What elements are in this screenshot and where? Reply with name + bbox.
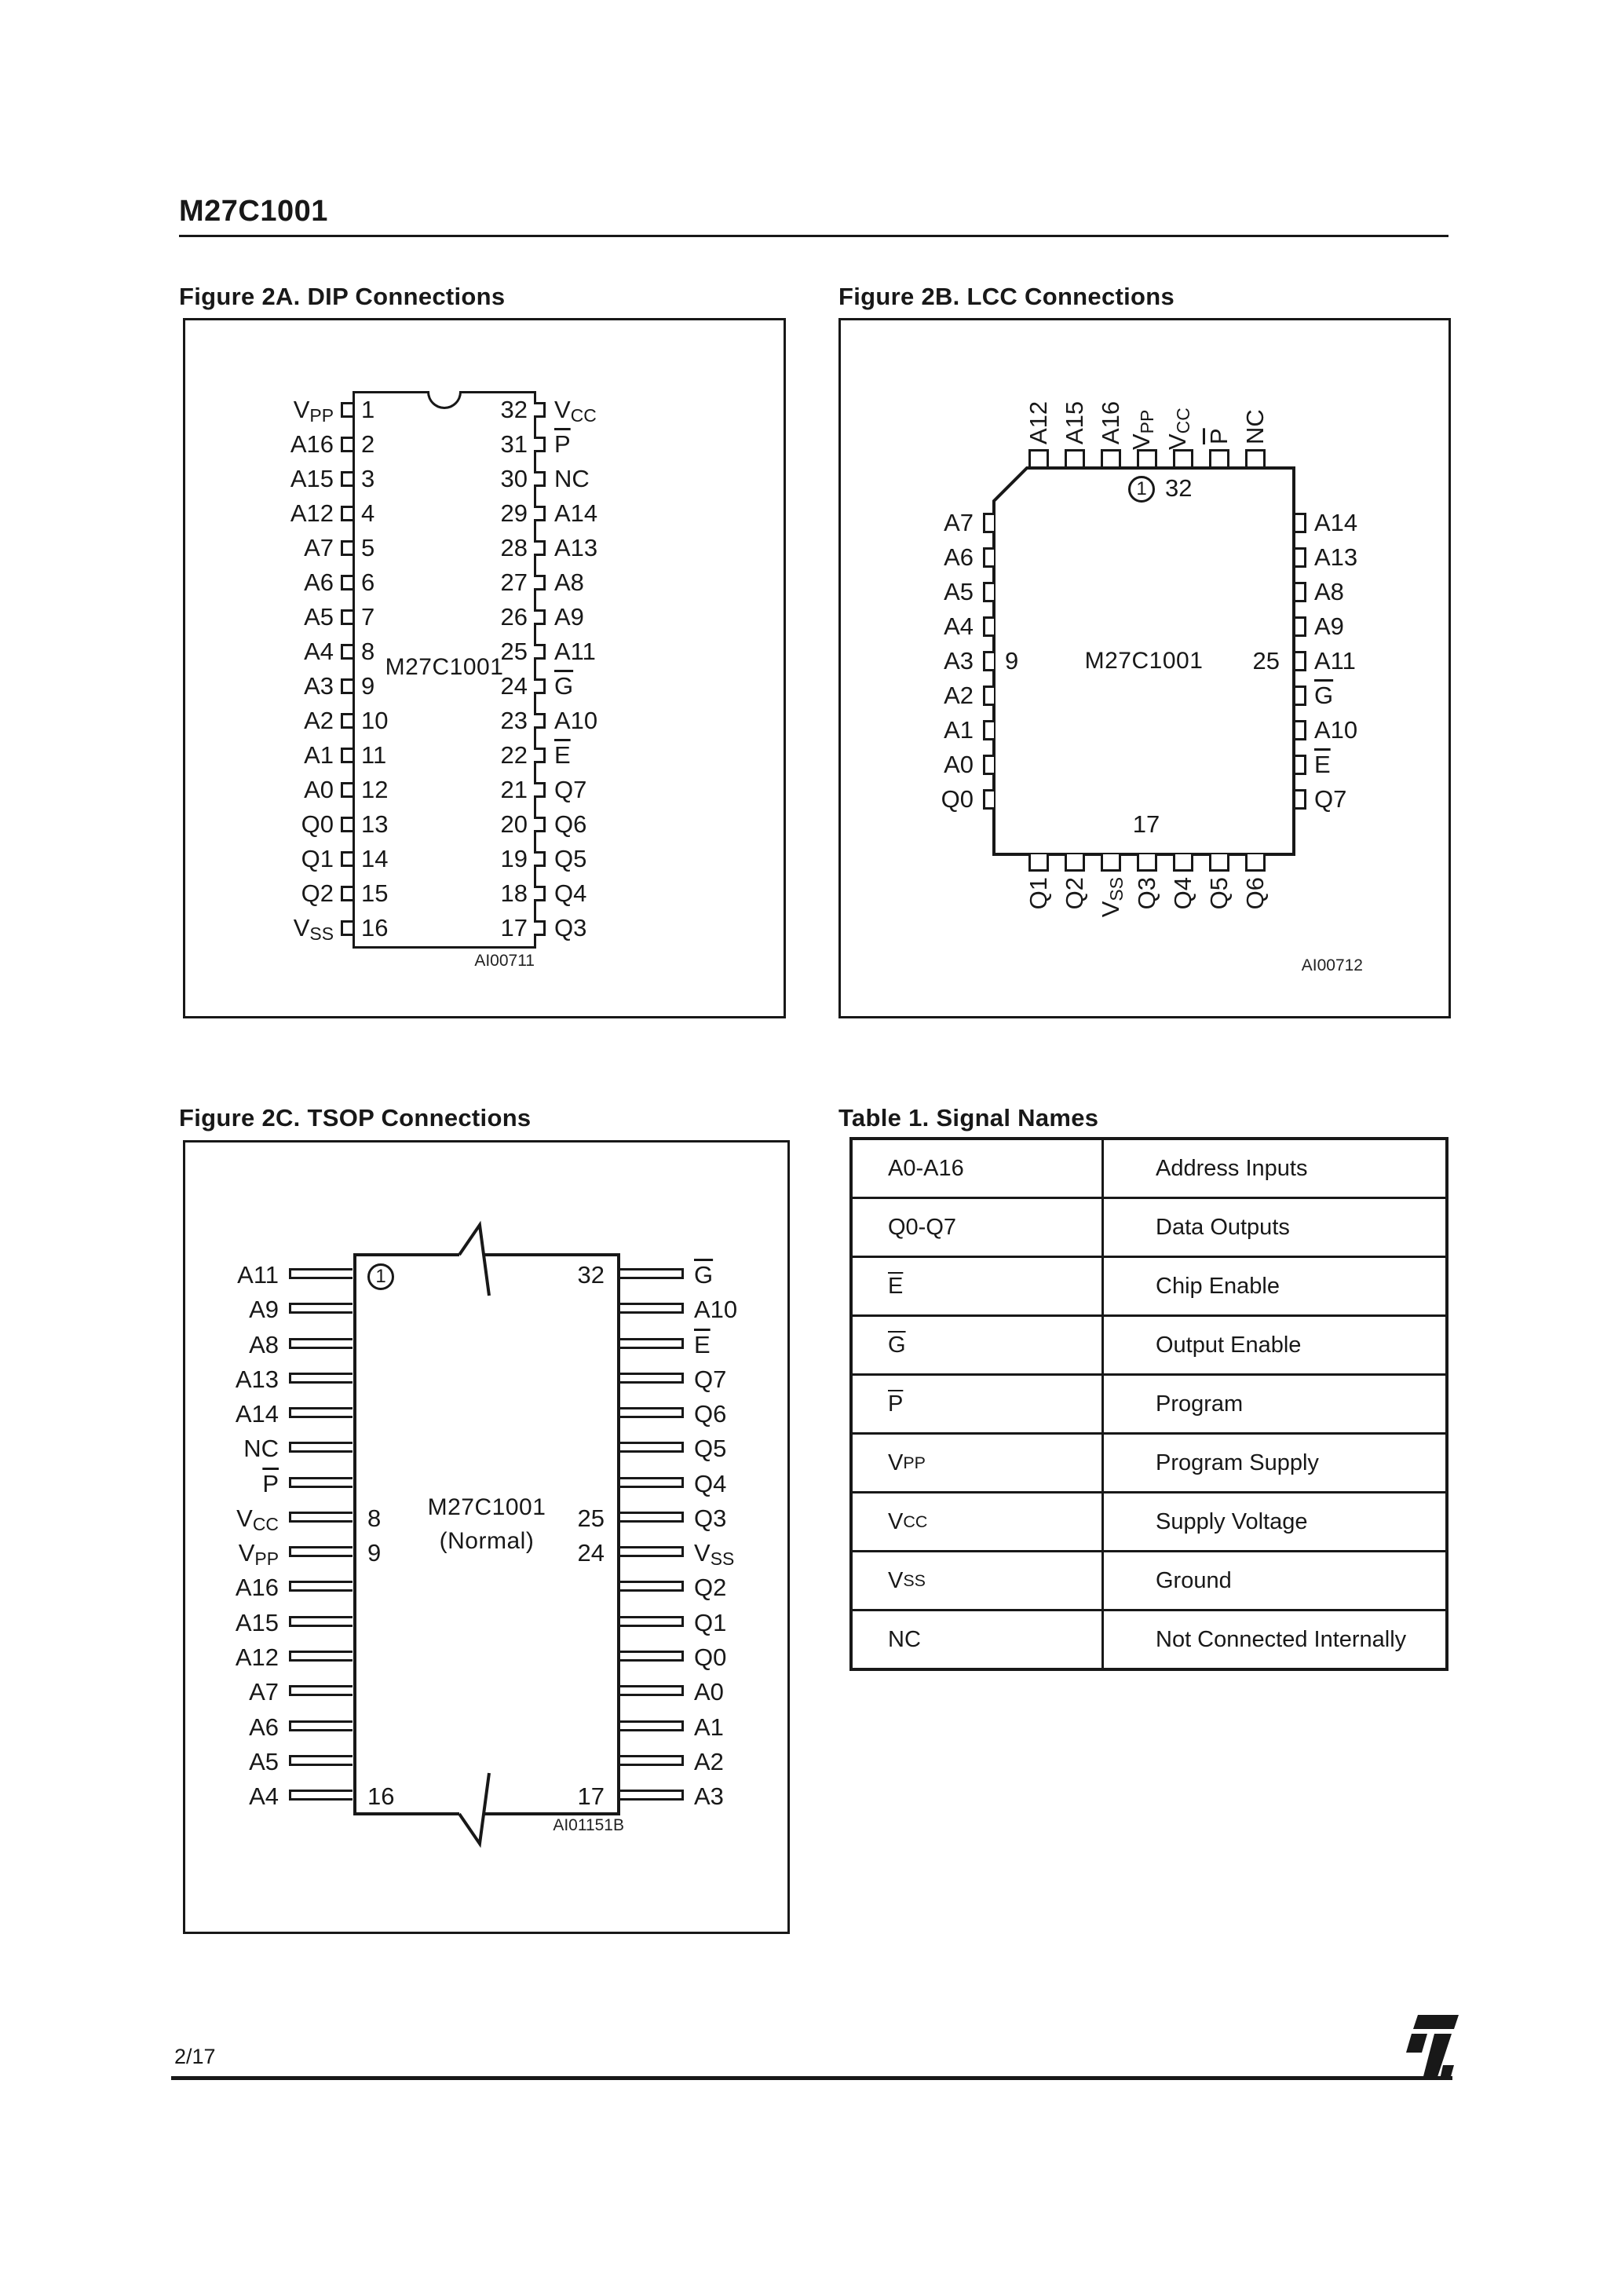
pin-label: $V_{CC}$	[236, 1504, 279, 1535]
dip-pin-lead	[341, 748, 353, 763]
pin-label: $\overline{P}$	[1205, 428, 1233, 444]
dip-pin-lead	[534, 920, 546, 936]
pin-number: 8	[361, 638, 375, 665]
tsop-pin-lead	[620, 1442, 684, 1453]
pin-label: Q5	[554, 845, 587, 872]
pin-label: A0	[304, 776, 334, 803]
pin-label: Q0	[694, 1643, 727, 1671]
pin-label: Q4	[554, 879, 587, 907]
pin-number: 25	[500, 638, 528, 665]
pin-label: A9	[1314, 612, 1344, 640]
pin-label: A4	[304, 638, 334, 665]
pin-label: Q4	[694, 1470, 727, 1497]
lcc-pin-left	[983, 686, 994, 706]
dip-pin-lead	[341, 402, 353, 418]
tsop-chip-label: M27C1001	[427, 1494, 546, 1520]
pin-number: 17	[500, 914, 528, 941]
pin-label: A15	[1061, 400, 1088, 444]
signal-cell: $\overline{P}$	[853, 1376, 1104, 1432]
pin-label: Q6	[694, 1400, 727, 1428]
lcc-pin-bottom	[1209, 854, 1229, 872]
pin-label: Q2	[694, 1574, 727, 1601]
description-cell: Ground	[1156, 1567, 1232, 1593]
figure-2c-title: Figure 2C. TSOP Connections	[179, 1104, 532, 1132]
pin-label: A4	[249, 1782, 279, 1810]
dip-pin-lead	[341, 851, 353, 867]
tsop-pin-lead	[620, 1338, 684, 1349]
pin-label: $V_{PP}$	[238, 1539, 279, 1570]
pin-label: A7	[304, 534, 334, 561]
tsop-pin-lead	[289, 1268, 353, 1279]
lcc-pin-right	[1295, 755, 1306, 775]
pin-number: 18	[500, 879, 528, 907]
pin-number: 9	[367, 1539, 382, 1567]
dip-pin-lead	[341, 920, 353, 936]
pin-label: A0	[694, 1678, 724, 1706]
pin-label: A10	[554, 707, 598, 734]
dip-pin-lead	[534, 817, 546, 832]
dip-pin-lead	[534, 471, 546, 487]
pin-label: $\overline{E}$	[1314, 751, 1331, 778]
pin-label: Q1	[694, 1609, 727, 1636]
pin-label: A6	[304, 569, 334, 596]
table-row	[853, 1258, 1445, 1317]
pin-number: 1	[361, 396, 375, 423]
tsop-pin-lead	[620, 1685, 684, 1696]
tsop-chip-mode: (Normal)	[439, 1528, 535, 1554]
pin-label: A2	[304, 707, 334, 734]
pin-label: Q5	[1205, 877, 1233, 910]
pin-number: 32	[500, 396, 528, 423]
dip-pin-lead	[341, 644, 353, 660]
pin-label: A8	[249, 1331, 279, 1358]
lcc-pin-bottom	[1245, 854, 1266, 872]
pin-number: 19	[500, 845, 528, 872]
pin-label: $V_{PP}$	[293, 396, 334, 426]
dip-pin-lead	[534, 575, 546, 590]
dip-pin-lead	[534, 678, 546, 694]
dip-pin-lead	[534, 437, 546, 452]
pin-number: 16	[367, 1782, 395, 1810]
pin-number: 25	[1252, 647, 1280, 675]
tsop-pin-lead	[620, 1651, 684, 1662]
dip-pin-lead	[341, 437, 353, 452]
lcc-pin-left	[983, 616, 994, 637]
dip-pin-lead	[534, 886, 546, 901]
pin1-circle: 1	[1128, 476, 1155, 503]
description-cell: Chip Enable	[1156, 1273, 1280, 1299]
lcc-pin-right	[1295, 616, 1306, 637]
lcc-pin-right	[1295, 651, 1306, 671]
tsop-pin-lead	[289, 1512, 353, 1523]
signal-cell: V CC	[853, 1493, 1104, 1550]
pin-number: 8	[367, 1504, 382, 1532]
st-logo	[1404, 2013, 1460, 2081]
lcc-pin-bottom	[1137, 854, 1157, 872]
dip-pin-lead	[534, 748, 546, 763]
pin-label: A5	[944, 578, 974, 605]
tsop-pin-lead	[289, 1546, 353, 1557]
pin-label: A14	[554, 499, 598, 527]
dip-pin-lead	[534, 506, 546, 521]
lcc-pin-right	[1295, 582, 1306, 602]
pin-number: 2	[361, 430, 375, 458]
lcc-pin-left	[983, 789, 994, 810]
pin-label: A3	[304, 672, 334, 700]
pin-number: 24	[500, 672, 528, 700]
table-row	[853, 1317, 1445, 1376]
pin-label: A11	[237, 1261, 279, 1289]
tsop-pin-lead	[289, 1477, 353, 1488]
pin-number: 26	[500, 603, 528, 631]
pin-label: A0	[944, 751, 974, 778]
tsop-pin-lead	[620, 1546, 684, 1557]
pin-label: $V_{PP}$	[1127, 409, 1157, 451]
lcc-chip-label: M27C1001	[1084, 648, 1204, 674]
lcc-pin-right	[1295, 547, 1306, 568]
lcc-pin-bottom	[1065, 854, 1085, 872]
dip-pin-lead	[341, 471, 353, 487]
tsop-pin-lead	[620, 1755, 684, 1766]
pin-number: 32	[577, 1261, 605, 1289]
lcc-pin-bottom	[1173, 854, 1193, 872]
tsop-pin-lead	[620, 1790, 684, 1801]
signal-cell: V PP	[853, 1435, 1104, 1491]
pin-label: A1	[944, 716, 974, 744]
pin-label: A9	[554, 603, 584, 631]
pin-number: 6	[361, 569, 375, 596]
pin-number: 12	[361, 776, 389, 803]
signal-cell: $\overline{G}$	[853, 1317, 1104, 1373]
pin-label: Q0	[301, 810, 334, 838]
tsop-pin-lead	[620, 1407, 684, 1418]
pin-label: Q3	[554, 914, 587, 941]
pin-number: 27	[500, 569, 528, 596]
pin-label: Q7	[554, 776, 587, 803]
pin-label: $V_{SS}$	[1097, 877, 1127, 918]
lcc-pin-bottom	[1028, 854, 1049, 872]
pin-number: 22	[500, 741, 528, 769]
pin-label: NC	[554, 465, 590, 492]
pin-label: $V_{CC}$	[554, 396, 597, 426]
table-row	[853, 1493, 1445, 1552]
table-row	[853, 1140, 1445, 1199]
pin-label: A11	[1314, 647, 1356, 675]
pin-label: A12	[290, 499, 334, 527]
signal-cell: A0-A16	[853, 1140, 1104, 1197]
dip-pin-lead	[341, 506, 353, 521]
pin-label: A4	[944, 612, 974, 640]
pin-label: $\overline{E}$	[554, 741, 571, 769]
description-cell: Supply Voltage	[1156, 1508, 1308, 1534]
footer-rule	[171, 2076, 1452, 2080]
dip-pin-lead	[534, 713, 546, 729]
pin-number: 20	[500, 810, 528, 838]
pin-label: A6	[249, 1713, 279, 1741]
pin-label: A5	[249, 1748, 279, 1775]
tsop-pin-lead	[289, 1651, 353, 1662]
signal-table	[849, 1137, 1448, 1671]
tsop-pin-lead	[289, 1338, 353, 1349]
pin-label: NC	[1241, 409, 1269, 444]
pin-label: Q3	[1133, 877, 1160, 910]
pin-label: Q6	[1241, 877, 1269, 910]
figure-2a-caption: AI00711	[474, 952, 535, 970]
dip-pin-lead	[534, 851, 546, 867]
tsop-pin-lead	[289, 1303, 353, 1314]
dip-pin-lead	[534, 782, 546, 798]
pin-label: $\overline{P}$	[262, 1470, 279, 1497]
dip-pin-lead	[534, 644, 546, 660]
pin-number: 4	[361, 499, 375, 527]
table-row	[853, 1376, 1445, 1435]
page-title: M27C1001	[179, 195, 328, 228]
pin-label: A14	[1314, 509, 1358, 536]
lcc-pin-top	[1209, 449, 1229, 466]
lcc-pin-right	[1295, 789, 1306, 810]
lcc-pin-right	[1295, 686, 1306, 706]
pin-label: $\overline{P}$	[554, 430, 571, 458]
dip-pin-lead	[341, 817, 353, 832]
tsop-pin-lead	[289, 1755, 353, 1766]
tsop-pin-lead	[620, 1512, 684, 1523]
table-row	[853, 1435, 1445, 1493]
pin-number: 17	[1132, 810, 1160, 838]
pin-label: A7	[249, 1678, 279, 1706]
signal-cell: NC	[853, 1611, 1104, 1668]
pin-number: 30	[500, 465, 528, 492]
description-cell: Not Connected Internally	[1156, 1626, 1407, 1652]
pin-label: A10	[1314, 716, 1358, 744]
pin-label: $\overline{E}$	[694, 1331, 711, 1358]
pin-label: Q6	[554, 810, 587, 838]
pin-number: 31	[500, 430, 528, 458]
lcc-pin-top	[1028, 449, 1049, 466]
pin-label: Q2	[1061, 877, 1088, 910]
pin-label: A14	[235, 1400, 279, 1428]
lcc-pin-left	[983, 547, 994, 568]
tsop-pin-lead	[620, 1720, 684, 1731]
tsop-pin-lead	[620, 1616, 684, 1627]
pin-label: A12	[1025, 400, 1052, 444]
dip-pin-lead	[341, 575, 353, 590]
pin-label: A1	[304, 741, 334, 769]
pin-label: A16	[1097, 400, 1124, 444]
lcc-pin-top	[1101, 449, 1121, 466]
pin1-circle: 1	[367, 1263, 394, 1290]
tsop-pin-lead	[289, 1790, 353, 1801]
pin-label: $\overline{G}$	[554, 672, 574, 700]
pin-label: $V_{SS}$	[293, 914, 334, 945]
lcc-pin-top	[1245, 449, 1266, 466]
dip-pin-lead	[534, 540, 546, 556]
pin-label: $\overline{G}$	[694, 1261, 714, 1289]
pin-label: A13	[1314, 543, 1358, 571]
dip-chip-label: M27C1001	[385, 654, 504, 680]
tsop-pin-lead	[289, 1720, 353, 1731]
dip-pin-lead	[341, 782, 353, 798]
pin-number: 25	[577, 1504, 605, 1532]
description-cell: Output Enable	[1156, 1332, 1302, 1358]
table-row	[853, 1199, 1445, 1258]
pin-label: A6	[944, 543, 974, 571]
pin-number: 21	[500, 776, 528, 803]
pin-label: A13	[554, 534, 598, 561]
pin-label: Q7	[694, 1366, 727, 1393]
lcc-pin-left	[983, 720, 994, 740]
pin-label: Q0	[941, 785, 974, 813]
pin-number: 5	[361, 534, 375, 561]
tsop-pin-lead	[620, 1303, 684, 1314]
lcc-pin-top	[1173, 449, 1193, 466]
dip-pin-lead	[534, 609, 546, 625]
dip-pin-lead	[534, 402, 546, 418]
lcc-pin-left	[983, 582, 994, 602]
pin-label: A3	[694, 1782, 724, 1810]
signal-cell: Q0-Q7	[853, 1199, 1104, 1256]
pin-number: 14	[361, 845, 389, 872]
dip-pin-lead	[341, 609, 353, 625]
pin-label: A5	[304, 603, 334, 631]
tsop-pin-lead	[289, 1407, 353, 1418]
pin-label: A16	[235, 1574, 279, 1601]
pin-number: 16	[361, 914, 389, 941]
tsop-pin-lead	[620, 1581, 684, 1592]
pin-label: NC	[243, 1435, 279, 1462]
figure-2b-title: Figure 2B. LCC Connections	[838, 283, 1175, 310]
pin-number: 28	[500, 534, 528, 561]
signal-cell: $\overline{E}$	[853, 1258, 1104, 1314]
pin-number: 10	[361, 707, 389, 734]
pin-label: A2	[694, 1748, 724, 1775]
description-cell: Address Inputs	[1156, 1155, 1308, 1181]
pin-number: 23	[500, 707, 528, 734]
pin-label: A15	[235, 1609, 279, 1636]
lcc-pin-top	[1137, 449, 1157, 466]
pin-label: A15	[290, 465, 334, 492]
pin-label: Q7	[1314, 785, 1347, 813]
figure-2a-title: Figure 2A. DIP Connections	[179, 283, 506, 310]
pin-number: 32	[1165, 474, 1193, 502]
tsop-pin-lead	[289, 1685, 353, 1696]
pin-label: $V_{CC}$	[1163, 408, 1193, 451]
description-cell: Data Outputs	[1156, 1214, 1290, 1240]
table-1-title: Table 1. Signal Names	[838, 1104, 1099, 1132]
lcc-pin-bottom	[1101, 854, 1121, 872]
pin-label: Q3	[694, 1504, 727, 1532]
table-row	[853, 1552, 1445, 1611]
pin-label: A1	[694, 1713, 724, 1741]
dip-pin-lead	[341, 540, 353, 556]
figure-2b-caption: AI00712	[1301, 956, 1363, 974]
pin-label: A11	[554, 638, 596, 665]
lcc-pin-left	[983, 513, 994, 533]
lcc-pin-right	[1295, 513, 1306, 533]
tsop-pin-lead	[289, 1373, 353, 1384]
pin-label: $V_{SS}$	[694, 1539, 735, 1570]
pin-label: A8	[554, 569, 584, 596]
tsop-pin-lead	[289, 1581, 353, 1592]
pin-label: A3	[944, 647, 974, 675]
pin-number: 9	[361, 672, 375, 700]
pin-number: 24	[577, 1539, 605, 1567]
tsop-pin-lead	[620, 1268, 684, 1279]
pin-label: $\overline{G}$	[1314, 682, 1334, 709]
pin-number: 15	[361, 879, 389, 907]
pin-number: 29	[500, 499, 528, 527]
tsop-pin-lead	[620, 1373, 684, 1384]
lcc-pin-right	[1295, 720, 1306, 740]
dip-pin-lead	[341, 886, 353, 901]
pin-label: Q2	[301, 879, 334, 907]
description-cell: Program	[1156, 1391, 1244, 1417]
pin-label: A7	[944, 509, 974, 536]
lcc-pin-top	[1065, 449, 1085, 466]
pin-label: Q5	[694, 1435, 727, 1462]
pin-label: A13	[235, 1366, 279, 1393]
pin-number: 13	[361, 810, 389, 838]
pin-number: 3	[361, 465, 375, 492]
tsop-pin-lead	[620, 1477, 684, 1488]
dip-pin-lead	[341, 678, 353, 694]
lcc-pin-left	[983, 755, 994, 775]
lcc-pin-left	[983, 651, 994, 671]
dip-pin-lead	[341, 713, 353, 729]
pin-label: A8	[1314, 578, 1344, 605]
pin-number: 17	[577, 1782, 605, 1810]
pin-number: 9	[1005, 647, 1019, 675]
pin-label: A2	[944, 682, 974, 709]
page-number: 2/17	[174, 2045, 216, 2068]
tsop-pin-lead	[289, 1616, 353, 1627]
pin-number: 11	[361, 741, 387, 769]
pin-label: A10	[694, 1296, 738, 1323]
pin-label: Q1	[1025, 877, 1052, 910]
pin-number: 7	[361, 603, 375, 631]
description-cell: Program Supply	[1156, 1450, 1319, 1475]
pin-label: A9	[249, 1296, 279, 1323]
signal-cell: V SS	[853, 1552, 1104, 1609]
pin-label: Q1	[301, 845, 334, 872]
table-row	[853, 1611, 1445, 1668]
pin-label: A12	[235, 1643, 279, 1671]
figure-2c-caption: AI01151B	[553, 1816, 624, 1834]
tsop-pin-lead	[289, 1442, 353, 1453]
pin-label: Q4	[1169, 877, 1196, 910]
pin-label: A16	[290, 430, 334, 458]
